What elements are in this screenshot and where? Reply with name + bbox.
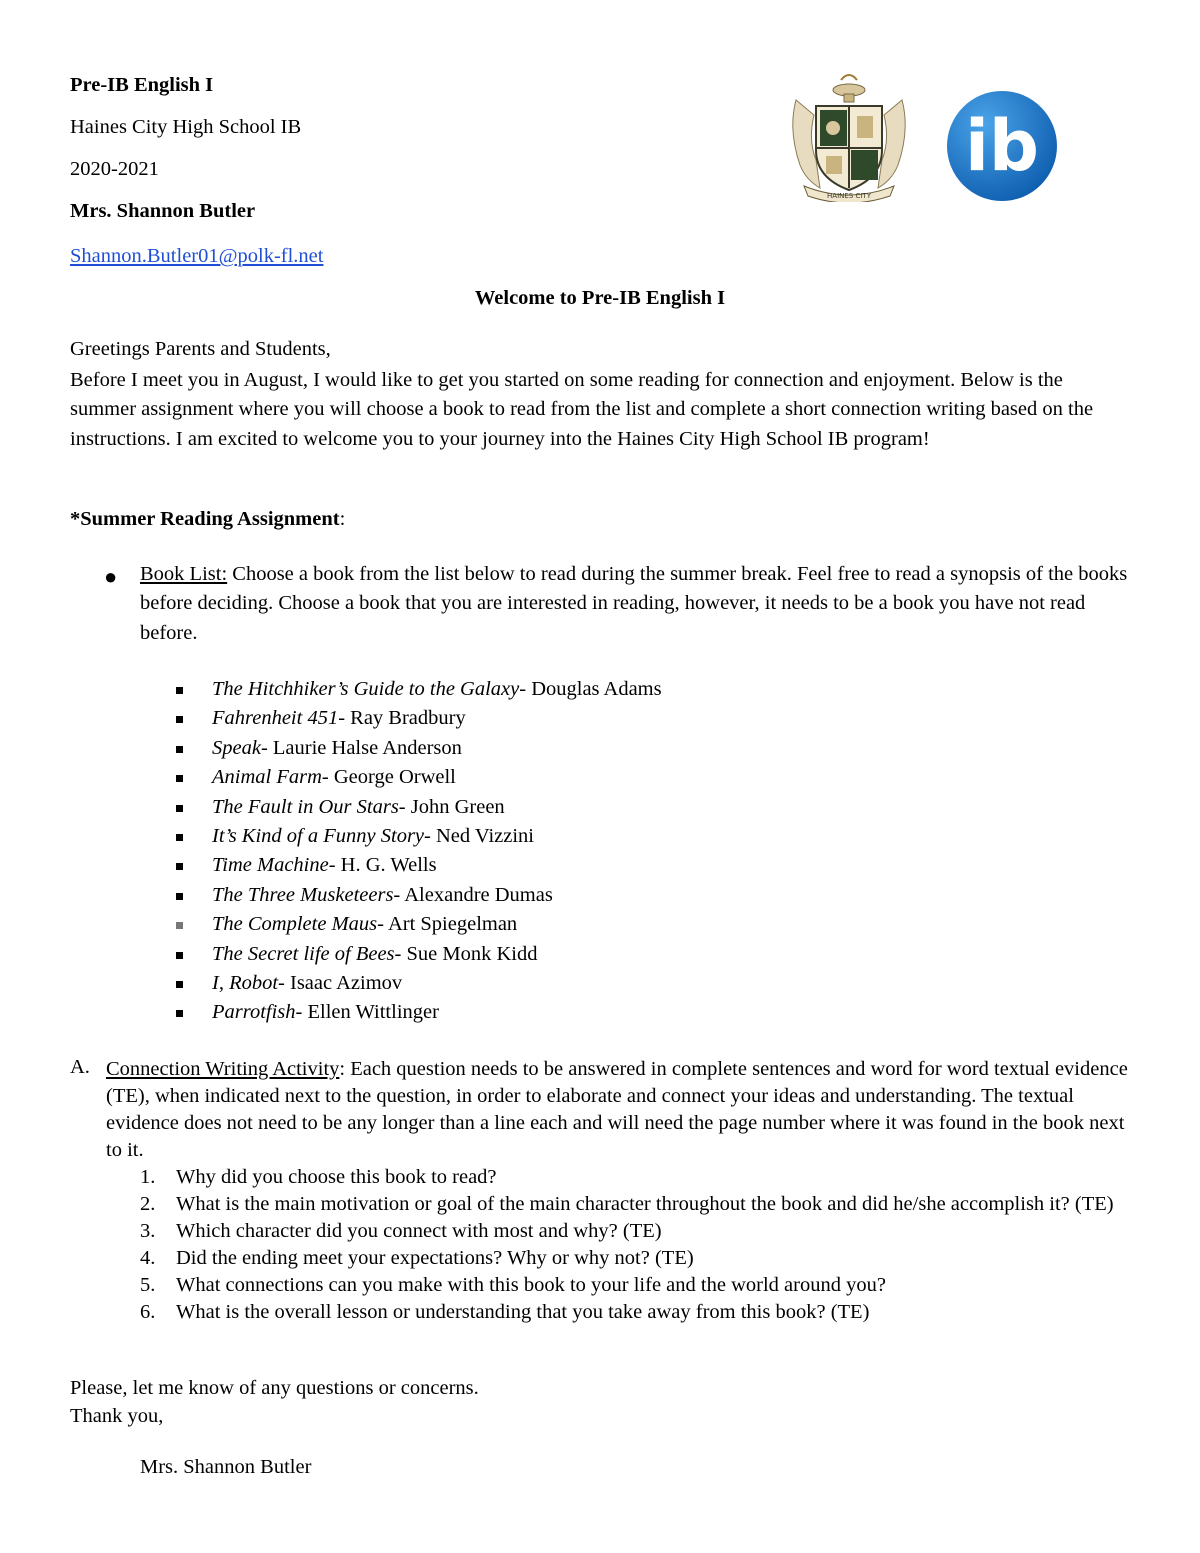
book-title: I, Robot bbox=[212, 971, 279, 994]
connection-label: Connection Writing Activity bbox=[106, 1058, 340, 1080]
list-item bbox=[176, 675, 662, 704]
square-bullet-icon bbox=[176, 1010, 183, 1017]
book-author: - Isaac Azimov bbox=[278, 971, 403, 994]
list-item bbox=[176, 763, 662, 792]
book-author: - Ellen Wittlinger bbox=[295, 1001, 439, 1024]
school-name: Haines City High School IB bbox=[70, 116, 302, 138]
square-bullet-icon bbox=[176, 834, 183, 841]
question-number: 1. bbox=[140, 1166, 156, 1188]
question-number: 6. bbox=[140, 1301, 156, 1323]
book-title: The Secret life of Bees bbox=[212, 942, 395, 965]
book-author: - Laurie Halse Anderson bbox=[260, 736, 462, 759]
course-title: Pre-IB English I bbox=[70, 74, 214, 96]
intro-paragraph: Before I meet you in August, I would like to get you started on some reading for connection and enjoyment. Below is the summer assignment where you will choose a book to read from the list and complete a short connection writing based on the instructions. I am excited to welcome you to your journey into the Haines City High School IB program! bbox=[70, 369, 1094, 450]
svg-text:ib: ib bbox=[964, 105, 1040, 187]
teacher-email-link[interactable]: Shannon.Butler01@polk-fl.net bbox=[70, 245, 324, 267]
list-item bbox=[140, 1191, 1130, 1218]
list-item bbox=[176, 793, 662, 822]
heading-colon: : bbox=[339, 508, 346, 530]
summer-reading-heading bbox=[70, 508, 345, 531]
book-author: - Ned Vizzini bbox=[424, 824, 534, 847]
square-bullet-icon bbox=[176, 746, 183, 753]
book-title: The Fault in Our Stars bbox=[212, 795, 399, 818]
book-title: Animal Farm bbox=[212, 766, 322, 789]
list-item bbox=[176, 822, 662, 851]
book-list bbox=[176, 675, 662, 1028]
question-number: 3. bbox=[140, 1220, 156, 1242]
question-text: What is the main motivation or goal of the main character throughout the book and did he/she accomplish it? (TE) bbox=[176, 1193, 1114, 1215]
question-text: What is the overall lesson or understanding that you take away from this book? (TE) bbox=[176, 1301, 870, 1323]
book-title: The Hitchhiker’s Guide to the Galaxy bbox=[212, 678, 520, 700]
list-item bbox=[176, 910, 662, 939]
book-title: Parrotfish bbox=[212, 1001, 296, 1024]
thank-you: Thank you, bbox=[70, 1405, 164, 1427]
book-author: - John Green bbox=[398, 795, 505, 818]
ib-logo bbox=[946, 90, 1058, 202]
book-author: - Art Spiegelman bbox=[377, 913, 518, 936]
book-author: - Douglas Adams bbox=[519, 678, 662, 700]
list-item bbox=[140, 1272, 1130, 1299]
square-bullet-icon bbox=[176, 893, 183, 900]
square-bullet-icon bbox=[176, 716, 183, 723]
list-item bbox=[140, 1245, 1130, 1272]
closing-line: Please, let me know of any questions or concerns. bbox=[70, 1377, 479, 1399]
summer-reading-heading-text: *Summer Reading Assignment bbox=[70, 508, 340, 530]
welcome-title: Welcome to Pre-IB English I bbox=[474, 287, 726, 309]
square-bullet-icon bbox=[176, 775, 183, 782]
question-list bbox=[140, 1164, 1130, 1326]
book-author: - H. G. Wells bbox=[328, 854, 437, 877]
list-item bbox=[140, 1164, 1130, 1191]
list-item bbox=[176, 851, 662, 880]
connection-text: : Each question needs to be answered in complete sentences and word for word textual evidence (TE), when indicated next to the question, in order to elaborate and connect your ideas and understanding. The textual evidence does not need to be any longer than a line each and will need the page number where it was found in the book next to it. bbox=[106, 1058, 1128, 1161]
book-author: - Ray Bradbury bbox=[338, 707, 466, 730]
question-number: 4. bbox=[140, 1247, 156, 1269]
question-text: What connections can you make with this book to your life and the world around you? bbox=[176, 1274, 886, 1296]
square-bullet-icon bbox=[176, 863, 183, 870]
booklist-label: Book List: bbox=[140, 563, 228, 585]
book-title: It’s Kind of a Funny Story bbox=[212, 824, 425, 847]
book-title: Speak bbox=[212, 736, 261, 759]
section-letter: A. bbox=[70, 1056, 90, 1078]
list-item bbox=[176, 969, 662, 998]
list-item bbox=[176, 881, 662, 910]
book-author: - George Orwell bbox=[321, 766, 456, 789]
book-title: Fahrenheit 451 bbox=[212, 707, 339, 730]
square-bullet-icon bbox=[176, 922, 183, 929]
square-bullet-icon bbox=[176, 981, 183, 988]
bullet-icon: ● bbox=[104, 564, 118, 589]
list-item bbox=[176, 704, 662, 733]
list-item bbox=[176, 940, 662, 969]
book-title: The Three Musketeers bbox=[212, 883, 394, 906]
teacher-name: Mrs. Shannon Butler bbox=[70, 200, 256, 222]
square-bullet-icon bbox=[176, 805, 183, 812]
signature: Mrs. Shannon Butler bbox=[140, 1456, 312, 1478]
question-number: 5. bbox=[140, 1274, 156, 1296]
connection-instructions bbox=[106, 1056, 1131, 1164]
question-text: Which character did you connect with most and why? (TE) bbox=[176, 1220, 662, 1242]
greeting: Greetings Parents and Students, bbox=[70, 338, 331, 360]
list-item bbox=[140, 1299, 1130, 1326]
list-item bbox=[140, 1218, 1130, 1245]
school-year: 2020-2021 bbox=[70, 158, 159, 180]
book-author: - Alexandre Dumas bbox=[393, 883, 553, 906]
list-item bbox=[176, 734, 662, 763]
book-title: The Complete Maus bbox=[212, 913, 378, 936]
book-title: Time Machine bbox=[212, 854, 329, 877]
booklist-text: Choose a book from the list below to read during the summer break. Feel free to read a synopsis of the books before deciding. Choose a book that you are interested in reading, however, it needs to be a book you have not read before. bbox=[140, 563, 1128, 644]
square-bullet-icon bbox=[176, 687, 183, 694]
teacher-email-line bbox=[70, 245, 323, 268]
booklist-instructions bbox=[140, 560, 1130, 648]
book-author: - Sue Monk Kidd bbox=[394, 942, 538, 965]
square-bullet-icon bbox=[176, 952, 183, 959]
svg-text:HAINES CITY: HAINES CITY bbox=[827, 192, 871, 200]
question-text: Why did you choose this book to read? bbox=[176, 1166, 497, 1188]
list-item bbox=[176, 998, 662, 1027]
question-text: Did the ending meet your expectations? Why or why not? (TE) bbox=[176, 1247, 694, 1269]
school-crest-logo bbox=[786, 70, 912, 202]
question-number: 2. bbox=[140, 1193, 156, 1215]
